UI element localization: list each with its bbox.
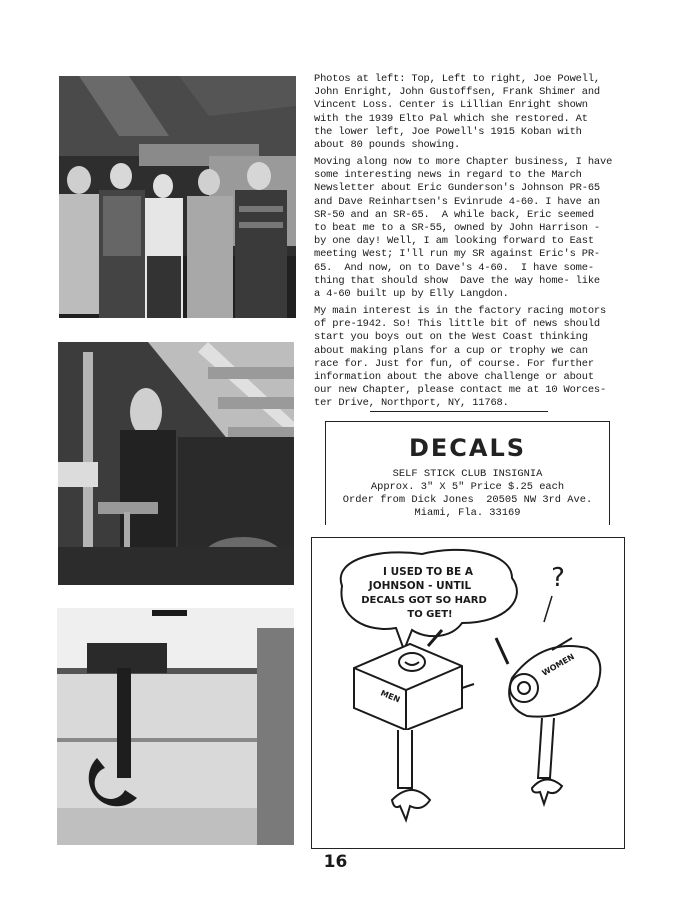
text-line: 65. And now, on to Dave's 4-60. I have some- xyxy=(314,261,594,274)
business-paragraph xyxy=(314,156,634,301)
question-mark: ? xyxy=(551,563,565,593)
motor-women-icon xyxy=(496,638,600,804)
cartoon-illustration xyxy=(311,537,625,849)
speech-line: JOHNSON - UNTIL xyxy=(368,580,472,592)
caption-line: Photos at left: Top, Left to right, Joe Powell, xyxy=(314,73,601,85)
caption-line: the lower left, Joe Powell's 1915 Koban with xyxy=(314,125,582,138)
photo-caption xyxy=(314,73,634,152)
women-label: WOMEN xyxy=(540,652,576,678)
text-line: SR-50 and an SR-65. A while back, Eric seemed xyxy=(314,208,594,221)
text-line: information about the above challenge or about xyxy=(314,371,594,384)
text-line: about making plans for a cup or trophy we can xyxy=(314,344,588,357)
decals-size-price: Approx. 3" X 5" Price $.25 each xyxy=(370,481,565,493)
text-line: thing that should show Dave the way home- like xyxy=(314,274,601,287)
text-line: our new Chapter, please contact me at 10 Worces- xyxy=(314,384,607,397)
text-line: race for. Just for fun, of course. For further xyxy=(314,357,594,370)
text-line: a 4-60 built up by Elly Langdon. xyxy=(314,288,509,301)
decals-title: DECALS xyxy=(408,434,527,462)
text-line: to beat me to a SR-55, owned by John Harrison - xyxy=(314,222,601,235)
speech-line: I USED TO BE A xyxy=(383,566,473,578)
text-line: Moving along now to more Chapter business, I have xyxy=(314,156,613,168)
decals-advert xyxy=(325,421,610,525)
text-line: Newsletter about Eric Gunderson's Johnson PR-65 xyxy=(314,182,601,195)
men-label: MEN xyxy=(379,688,402,705)
text-line: of pre-1942. So! This little bit of news should xyxy=(314,318,601,331)
page-number: 16 xyxy=(323,852,348,872)
speech-line: TO GET! xyxy=(407,609,453,620)
text-line: ter Drive, Northport, NY, 11768. xyxy=(314,397,509,410)
caption-line: Vincent Loss. Center is Lillian Enright shown xyxy=(314,99,588,112)
text-line: My main interest is in the factory racing motors xyxy=(314,305,607,317)
caption-line: about 80 pounds showing. xyxy=(314,139,461,152)
photo-1915-koban-motor xyxy=(57,608,294,845)
caption-line: with the 1939 Elto Pal which she restored. At xyxy=(314,112,588,125)
text-line: and Dave Reinhartsen's Evinrude 4-60. I have an xyxy=(314,195,601,208)
text-line: by one day! Well, I am looking forward to East xyxy=(314,235,594,248)
decals-subtitle: SELF STICK CLUB INSIGNIA xyxy=(392,468,543,480)
cartoon-drawing xyxy=(312,538,624,848)
text-line: meeting West; I'll run my SR against Eric's PR- xyxy=(314,248,601,261)
photo-group-of-men xyxy=(59,76,296,318)
decals-order: Order from Dick Jones 20505 NW 3rd Ave. xyxy=(342,494,593,506)
text-line: start you boys out on the West Coast thinking xyxy=(314,331,588,344)
photo-woman-with-elto-pal xyxy=(58,342,294,585)
interest-paragraph xyxy=(314,305,634,411)
text-line: some interesting news in regard to the March xyxy=(314,169,582,182)
signature-rule xyxy=(370,411,548,412)
motor-men-icon xyxy=(354,630,474,820)
caption-line: John Enright, John Gustoffsen, Frank Shimer and xyxy=(314,86,601,99)
decals-city: Miami, Fla. 33169 xyxy=(414,507,521,519)
speech-line: DECALS GOT SO HARD xyxy=(361,595,487,606)
